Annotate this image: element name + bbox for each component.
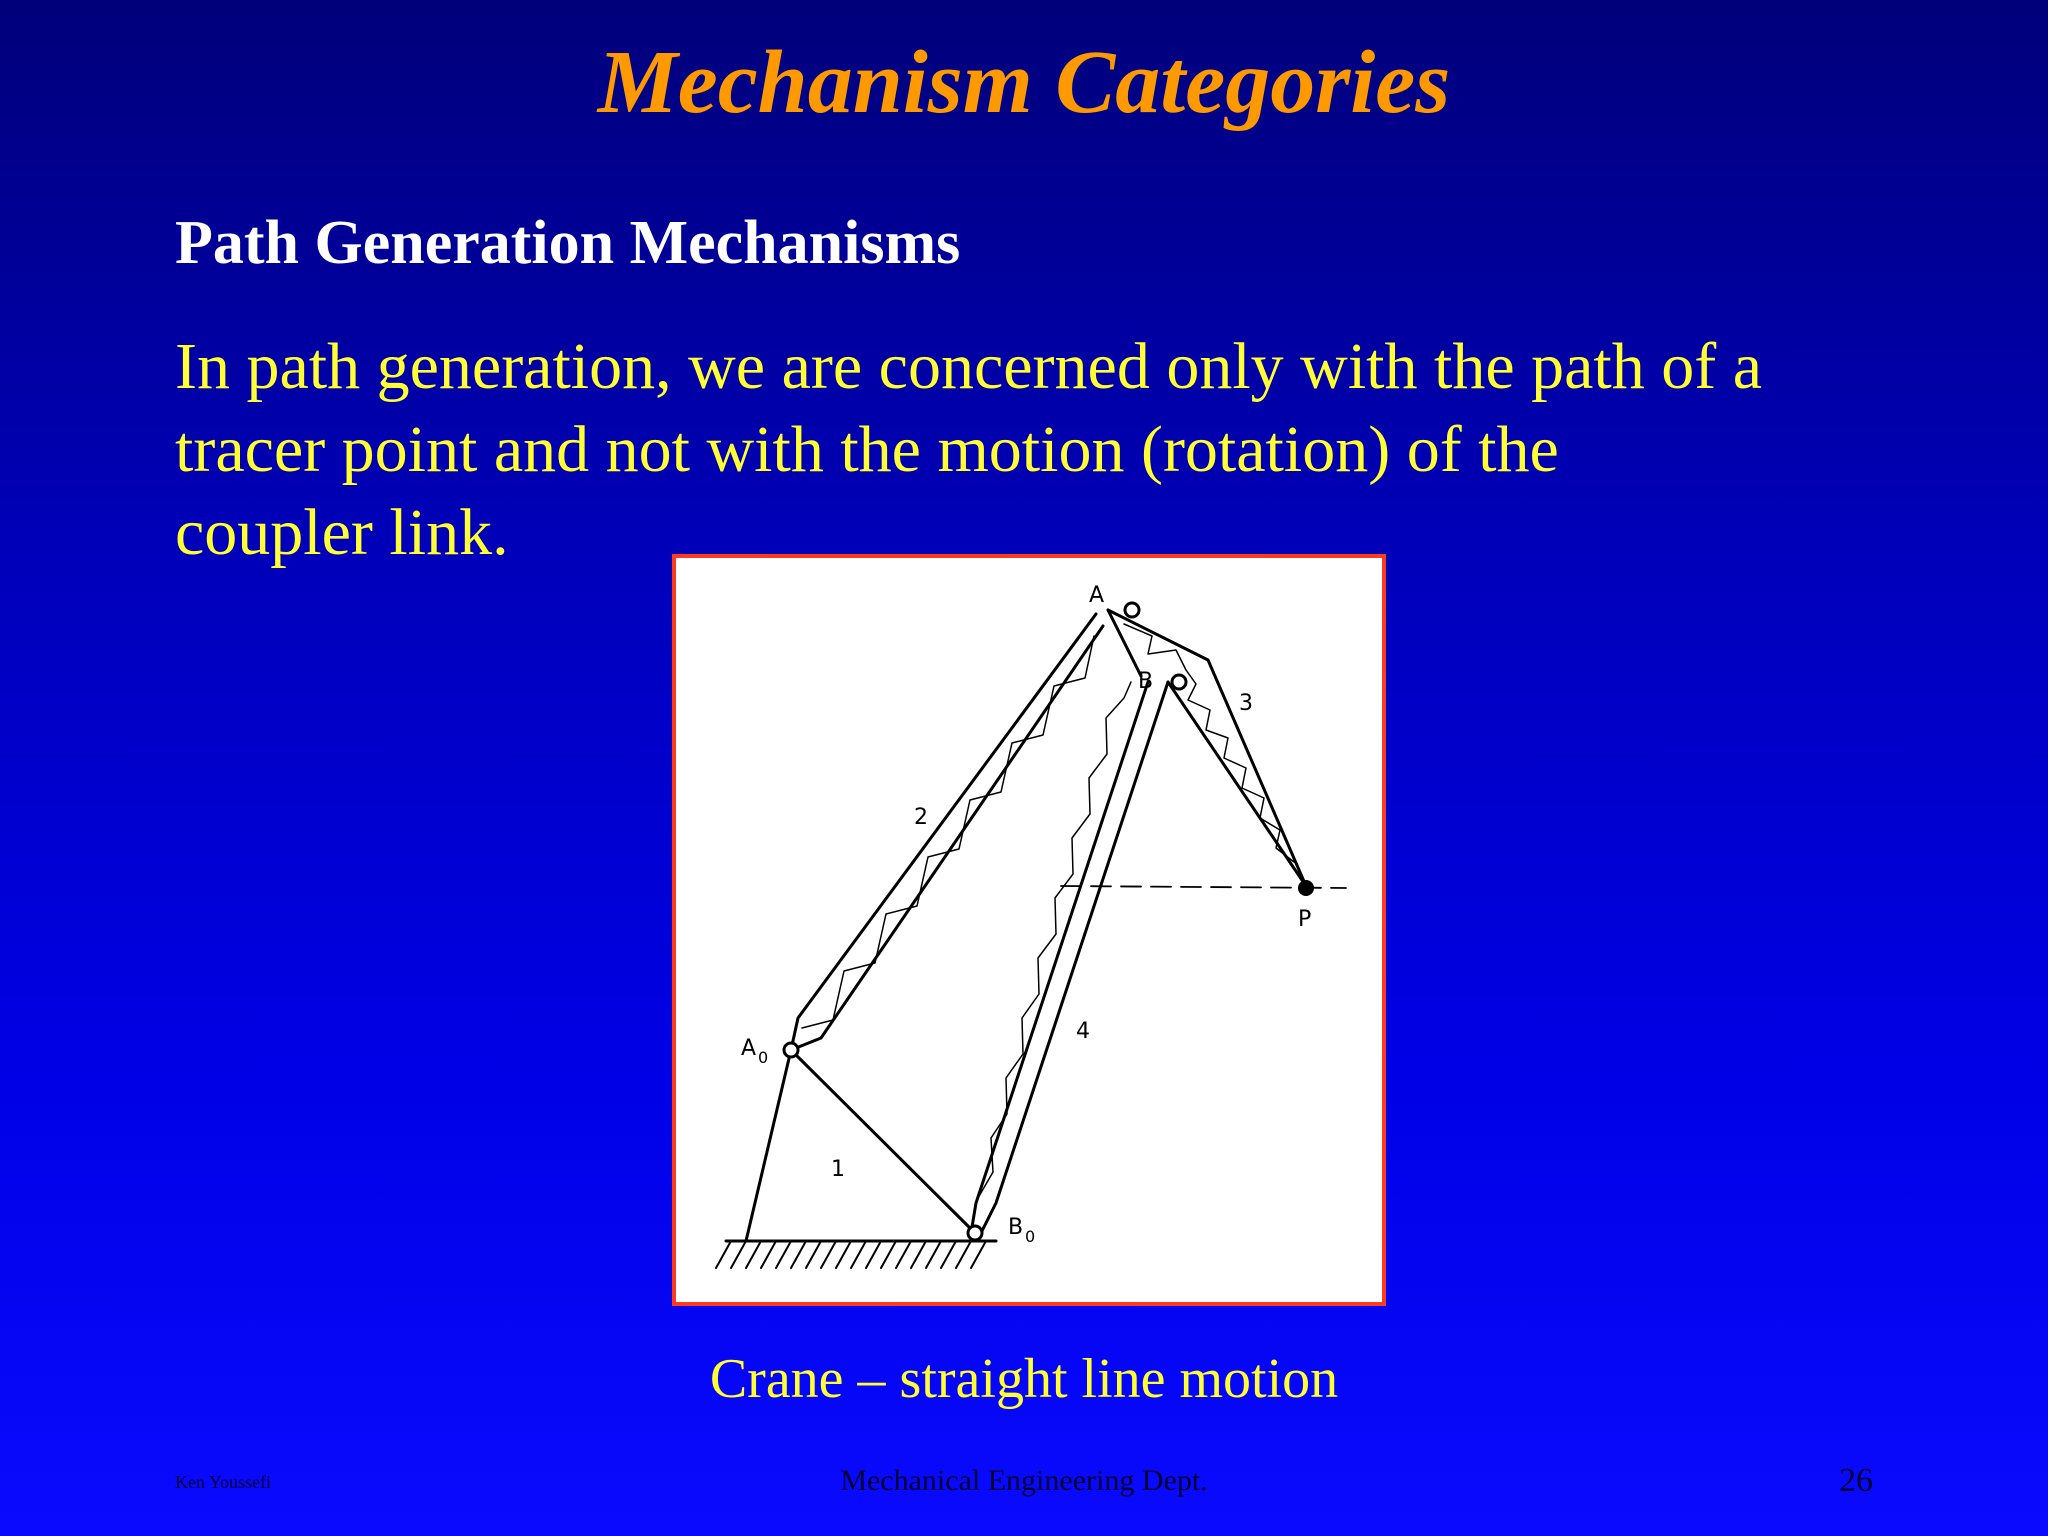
label-a0-main: A [741, 1036, 757, 1061]
body-line: coupler link. [175, 496, 509, 569]
joint-a [1125, 603, 1139, 617]
body-line: In path generation, we are concerned only with the path of a [175, 330, 1763, 403]
label-a0-sub: 0 [758, 1048, 769, 1067]
label-link-3: 3 [1239, 691, 1253, 716]
slide-title: Mechanism Categories [597, 33, 1451, 132]
figure-caption: Crane – straight line motion [709, 1348, 1339, 1410]
joint-b0 [968, 1226, 982, 1240]
link-3-coupler [1108, 610, 1306, 886]
footer-department: Mechanical Engineering Dept. [840, 1464, 1208, 1497]
crane-diagram [676, 558, 1382, 1302]
joint-b [1172, 675, 1186, 689]
label-link-2: 2 [914, 805, 928, 830]
joint-a0 [784, 1043, 798, 1057]
label-b0-main: B [1008, 1215, 1024, 1240]
label-b0-sub: 0 [1025, 1227, 1036, 1246]
ground-link-diagonal [791, 1050, 975, 1233]
body-paragraph [175, 325, 1935, 574]
crane-mechanism-figure [672, 554, 1386, 1306]
label-link-1: 1 [831, 1157, 845, 1182]
link-4-boom [971, 682, 1168, 1233]
tracer-point-p [1298, 880, 1314, 896]
label-link-4: 4 [1076, 1019, 1090, 1044]
slide-number: 26 [1839, 1462, 1873, 1499]
label-a: A [1089, 583, 1105, 608]
body-line: tracer point and not with the motion (rotation) of the [175, 413, 1559, 486]
label-p: P [1298, 907, 1312, 932]
footer-author: Ken Youssefi [175, 1472, 272, 1492]
link-2-boom [791, 614, 1103, 1050]
label-b: B [1138, 669, 1154, 694]
section-heading: Path Generation Mechanisms [175, 209, 961, 277]
ground-hatching [716, 1241, 986, 1268]
ground-link-left [746, 1050, 791, 1241]
